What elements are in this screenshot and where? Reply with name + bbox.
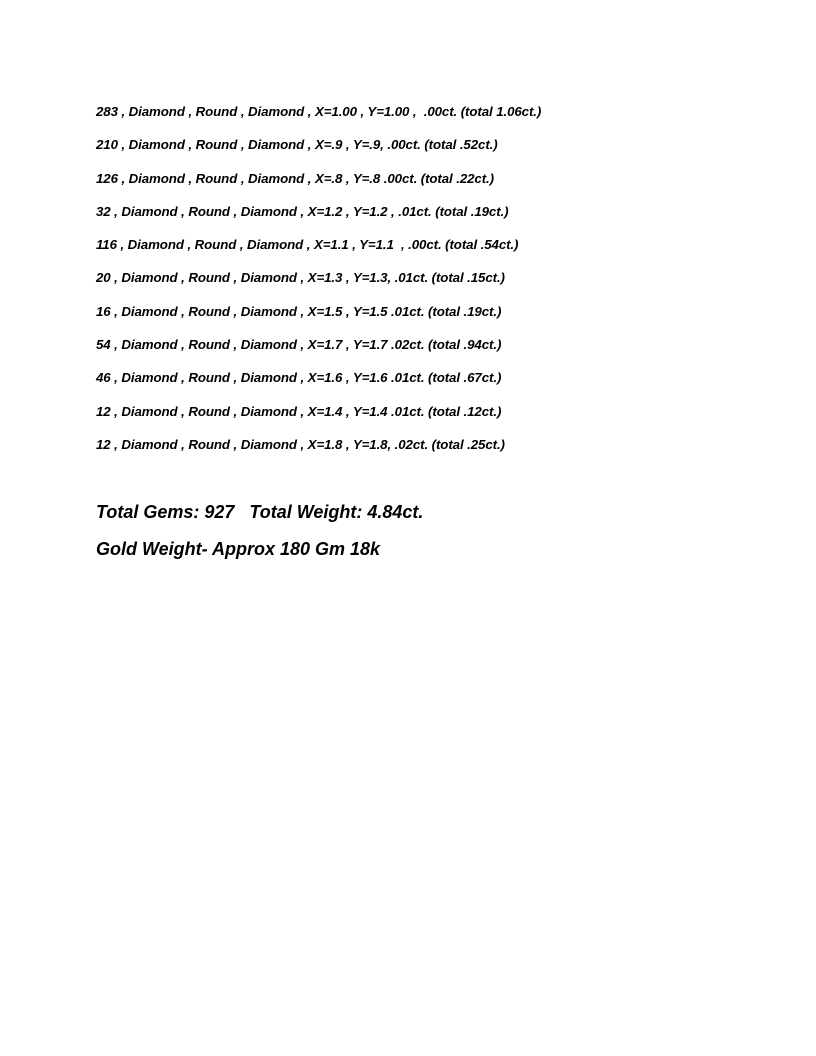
gold-weight: Gold Weight- Approx 180 Gm 18k bbox=[96, 539, 381, 559]
gem-list bbox=[96, 95, 786, 461]
gem-line: 116 , Diamond , Round , Diamond , X=1.1 , Y=1.1 , .00ct. (total .54ct.) bbox=[96, 237, 519, 253]
gem-line: 210 , Diamond , Round , Diamond , X=.9 , Y=.9, .00ct. (total .52ct.) bbox=[96, 137, 498, 153]
total-gems-weight: Total Gems: 927 Total Weight: 4.84ct. bbox=[96, 502, 424, 522]
gem-line: 46 , Diamond , Round , Diamond , X=1.6 , Y=1.6 .01ct. (total .67ct.) bbox=[96, 370, 502, 386]
gem-line: 12 , Diamond , Round , Diamond , X=1.8 , Y=1.8, .02ct. (total .25ct.) bbox=[96, 436, 505, 452]
gem-line: 12 , Diamond , Round , Diamond , X=1.4 , Y=1.4 .01ct. (total .12ct.) bbox=[96, 403, 502, 419]
gem-line: 20 , Diamond , Round , Diamond , X=1.3 , Y=1.3, .01ct. (total .15ct.) bbox=[96, 270, 505, 286]
gem-line: 16 , Diamond , Round , Diamond , X=1.5 , Y=1.5 .01ct. (total .19ct.) bbox=[96, 303, 502, 319]
gem-line: 126 , Diamond , Round , Diamond , X=.8 , Y=.8 .00ct. (total .22ct.) bbox=[96, 170, 494, 186]
gem-line: 283 , Diamond , Round , Diamond , X=1.00 , Y=1.00 , .00ct. (total 1.06ct.) bbox=[96, 104, 542, 119]
gem-line: 54 , Diamond , Round , Diamond , X=1.7 , Y=1.7 .02ct. (total .94ct.) bbox=[96, 337, 502, 353]
totals-section bbox=[96, 494, 786, 568]
gem-line: 32 , Diamond , Round , Diamond , X=1.2 , Y=1.2 , .01ct. (total .19ct.) bbox=[96, 203, 509, 219]
